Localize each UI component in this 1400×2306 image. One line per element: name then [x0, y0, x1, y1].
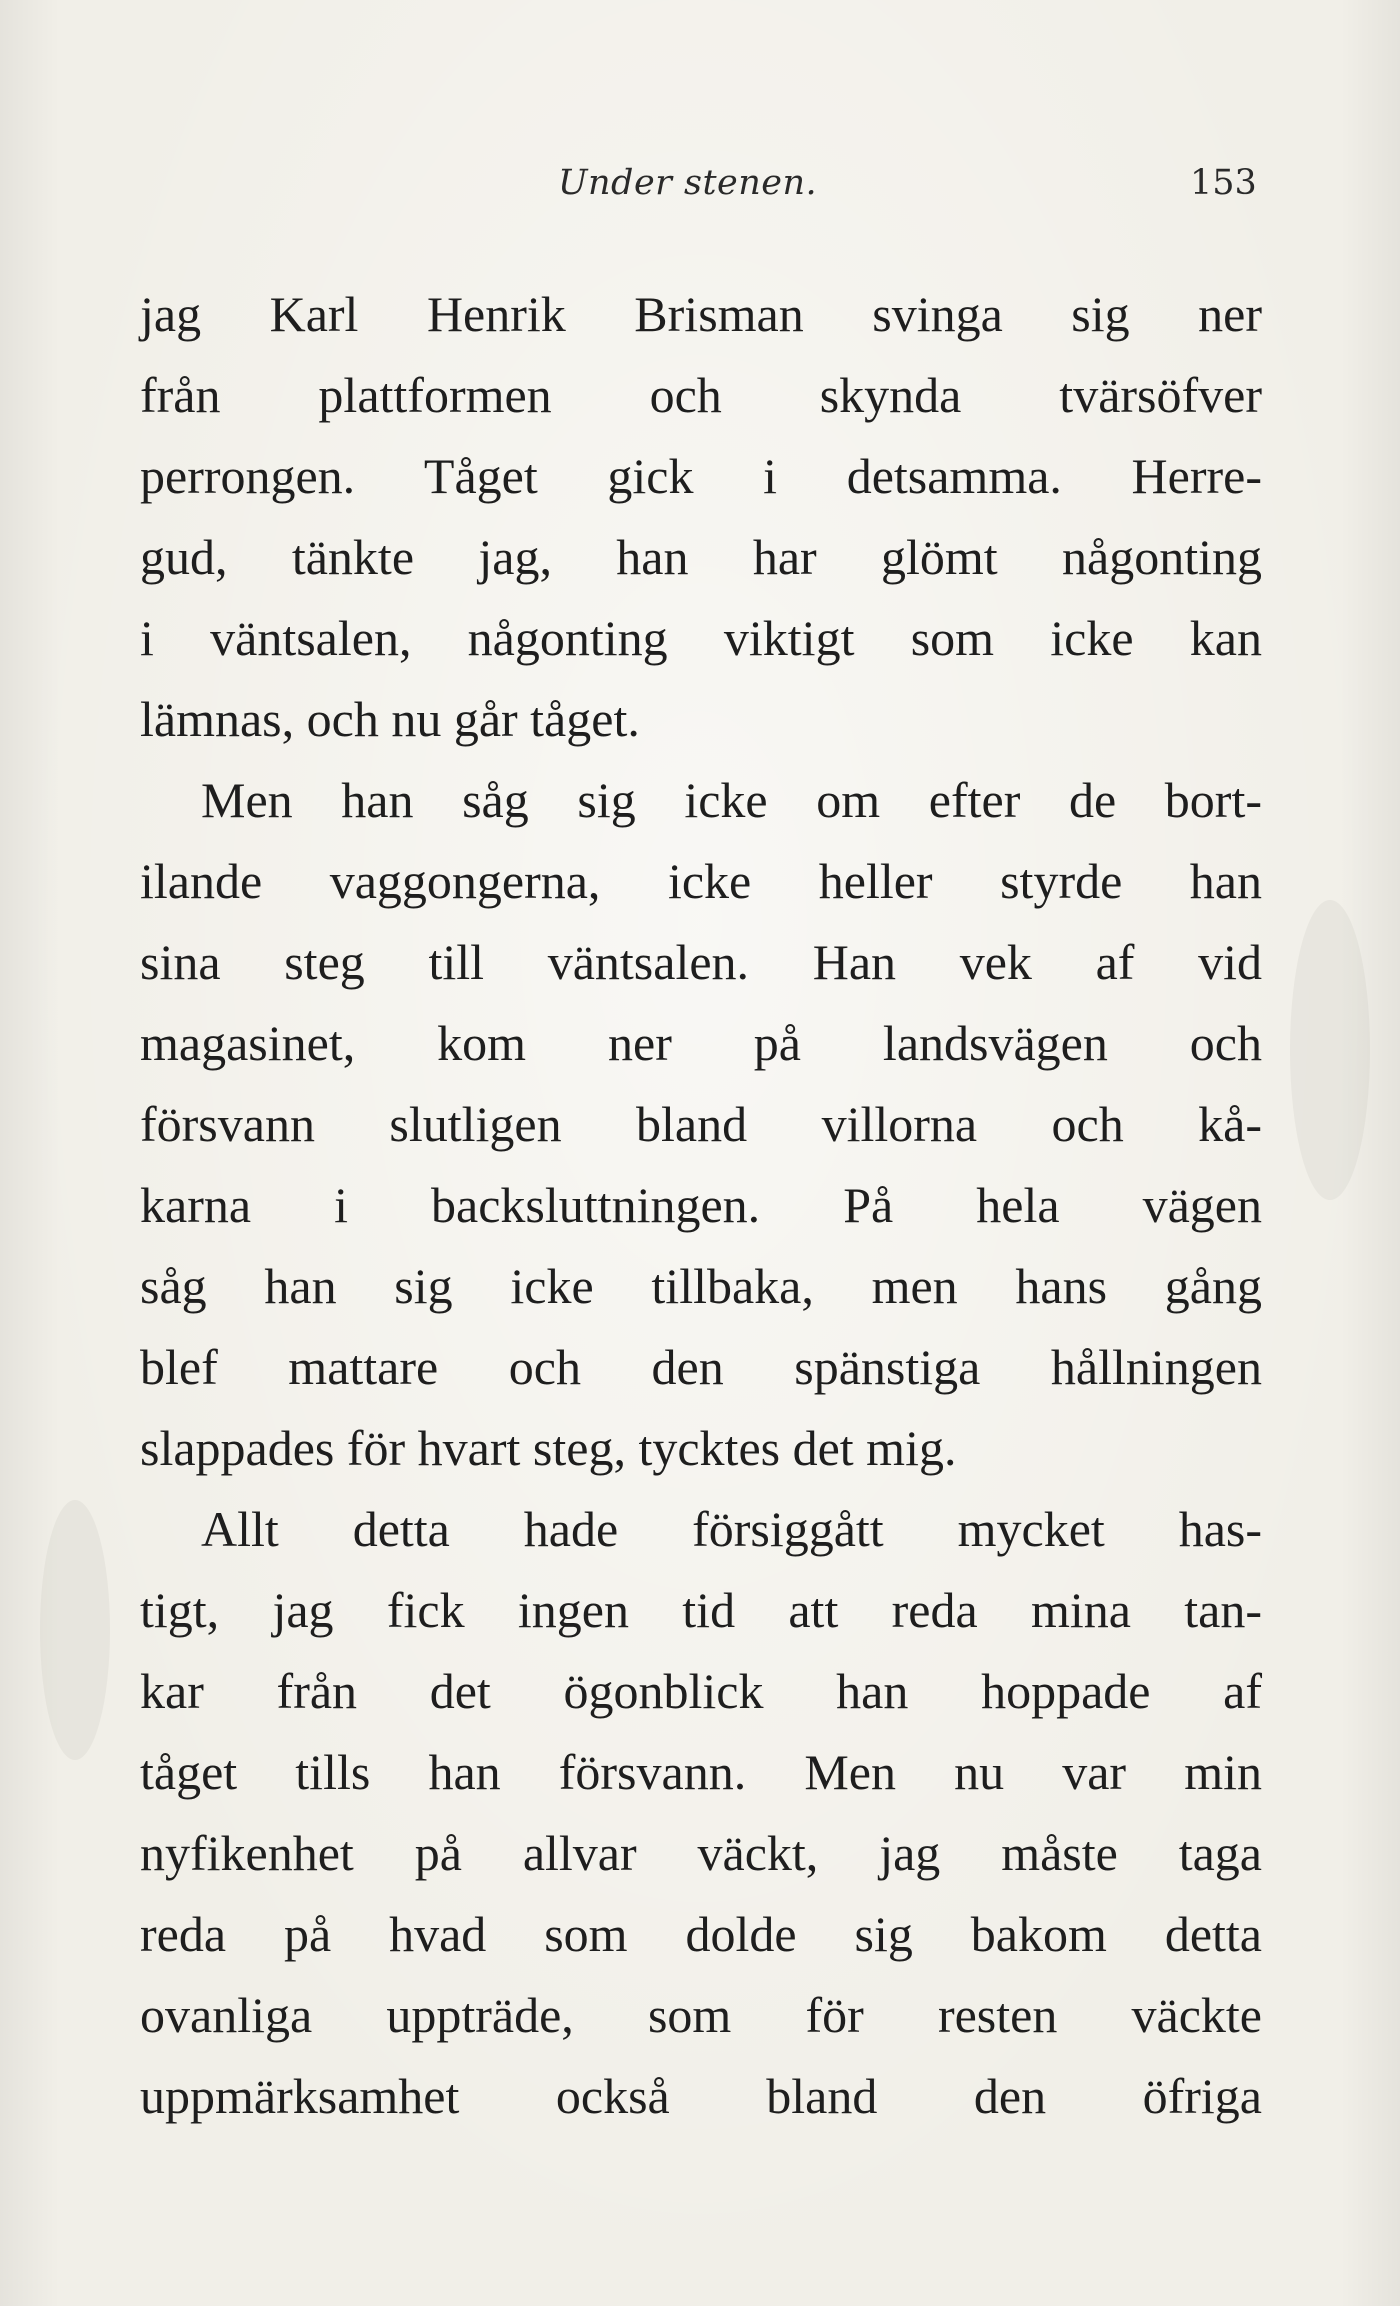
text-line: blef mattare och den spänstiga hållningen — [140, 1339, 1262, 1395]
running-title: Under stenen. — [558, 163, 818, 203]
text-line: från plattformen och skynda tvärsöfver — [140, 367, 1262, 423]
page-number: 153 — [1190, 163, 1257, 203]
text-line: tåget tills han försvann. Men nu var min — [140, 1744, 1262, 1800]
text-line: perrongen. Tåget gick i detsamma. Herre- — [140, 448, 1262, 504]
text-line: lämnas, och nu går tåget. — [140, 691, 640, 747]
text-line: i väntsalen, någonting viktigt som icke kan — [140, 610, 1262, 666]
text-line: jag Karl Henrik Brisman svinga sig ner — [140, 286, 1262, 342]
text-line: magasinet, kom ner på landsvägen och — [140, 1015, 1262, 1071]
text-line: reda på hvad som dolde sig bakom detta — [140, 1906, 1262, 1962]
text-line: kar från det ögonblick han hoppade af — [140, 1663, 1262, 1719]
text-line: försvann slutligen bland villorna och kå- — [140, 1096, 1262, 1152]
text-line: gud, tänkte jag, han har glömt någonting — [140, 529, 1262, 585]
running-head — [0, 163, 1400, 211]
text-line: såg han sig icke tillbaka, men hans gång — [140, 1258, 1262, 1314]
text-line: Men han såg sig icke om efter de bort- — [201, 772, 1262, 828]
text-line: uppmärksamhet också bland den öfriga — [140, 2068, 1262, 2124]
text-line: sina steg till väntsalen. Han vek af vid — [140, 934, 1262, 990]
text-line: ilande vaggongerna, icke heller styrde han — [140, 853, 1262, 909]
text-line: tigt, jag fick ingen tid att reda mina tan- — [140, 1582, 1262, 1638]
text-line: nyfikenhet på allvar väckt, jag måste taga — [140, 1825, 1262, 1881]
text-line: ovanliga uppträde, som för resten väckte — [140, 1987, 1262, 2043]
paper-stain — [1290, 900, 1370, 1200]
text-line: slappades för hvart steg, tycktes det mig. — [140, 1420, 957, 1476]
text-line: karna i backsluttningen. På hela vägen — [140, 1177, 1262, 1233]
paper-stain — [40, 1500, 110, 1760]
body-text — [140, 274, 1262, 2137]
text-line: Allt detta hade försiggått mycket has- — [201, 1501, 1262, 1557]
